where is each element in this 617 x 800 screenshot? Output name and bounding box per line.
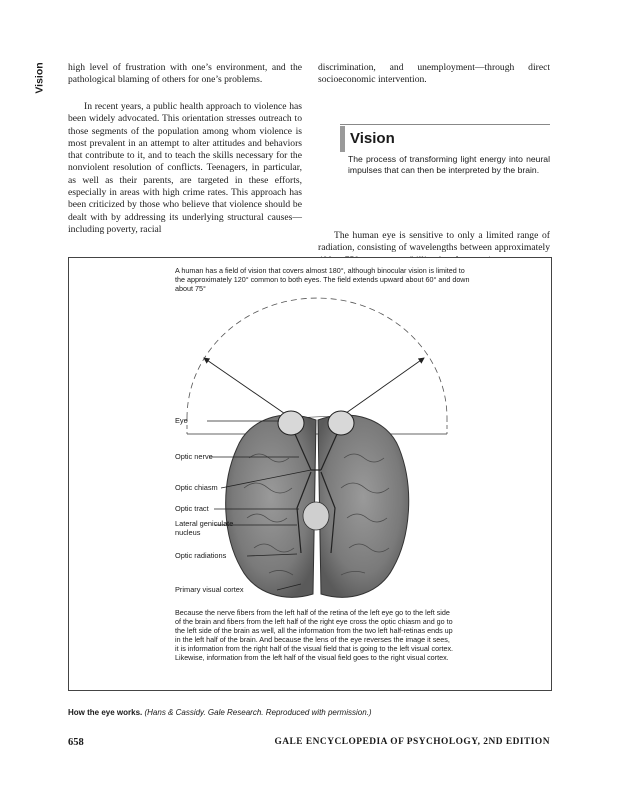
label-optic-tract: Optic tract (175, 504, 209, 513)
definition-rule (340, 124, 550, 125)
side-tab-label: Vision (33, 62, 46, 94)
label-optic-chiasm: Optic chiasm (175, 483, 218, 492)
side-tab (33, 60, 56, 100)
label-optic-nerve: Optic nerve (175, 452, 213, 461)
brain-left-hemisphere (226, 415, 316, 597)
caption-credit: (Hans & Cassidy. Gale Research. Reproduced with permission.) (144, 708, 372, 717)
right-column-top (318, 62, 550, 87)
page-number: 658 (68, 737, 84, 748)
label-primary-visual-cortex: Primary visual cortex (175, 585, 244, 594)
figure-top-text: A human has a field of vision that covers almost 180°, although binocular vision is limited to the approximately 120° common to both eyes. The field extends upward about 60° and down about 75° (175, 266, 470, 293)
label-lateral-geniculate-nucleus: Lateral geniculate nucleus (175, 519, 234, 537)
left-eye (278, 411, 304, 435)
caption-bold: How the eye works. (68, 708, 143, 717)
left-column-top (68, 62, 302, 87)
paragraph: discrimination, and unemployment—through direct socioeconomic intervention. (318, 62, 550, 86)
brain-right-hemisphere (318, 415, 409, 597)
paragraph: The human eye is sensitive to only a limited range of radiation, consisting of wavelengths between approximately (318, 230, 550, 254)
figure (68, 257, 552, 691)
definition-bar (340, 126, 345, 152)
sight-line-left (204, 358, 291, 418)
running-footer: GALE ENCYCLOPEDIA OF PSYCHOLOGY, 2ND EDITION (274, 737, 550, 747)
midbrain (303, 502, 329, 530)
left-column-body (68, 101, 302, 236)
visual-field-arc (187, 298, 447, 418)
definition-title: Vision (350, 130, 395, 147)
label-optic-radiations: Optic radiations (175, 551, 227, 560)
paragraph: In recent years, a public health approach to violence has been widely advocated. This orientation stresses outreach to those segments of the population among whom violence is most prevalent in an attempt to alter attitudes and behaviors that contribute to it, and to teach the skills necessary for the nonviolent resolution of conflicts. Teenagers, in particular, as well as their parents, are targeted in these efforts, especially in areas with high crime rates. This approach has been criticized by those who believe that violence should be dealt with by addressing its underlying structural causes—including poverty, racial (68, 101, 302, 235)
figure-bottom-text: Because the nerve fibers from the left half of the retina of the left eye go to the left side of the brain and fibers from the left half of the right eye cross the optic chiasm and go to the left side of the brain as well, all the information from the two left half-retinas ends up in the left half of the brain. And because the lens of the eye reverses the image it sees, it is information from the right half of the visual field that is going to the left visual cortex. Likewise, information from the left half of the visual field goes to the right visual cortex. (175, 608, 454, 662)
right-eye (328, 411, 354, 435)
label-eye: Eye (175, 416, 188, 425)
paragraph: high level of frustration with one’s environment, and the pathological blaming of others for one’s problems. (68, 62, 302, 86)
sight-line-right (339, 358, 424, 418)
figure-caption (68, 708, 372, 717)
definition-body: The process of transforming light energy into neural impulses that can then be interpreted by the brain. (348, 154, 550, 175)
